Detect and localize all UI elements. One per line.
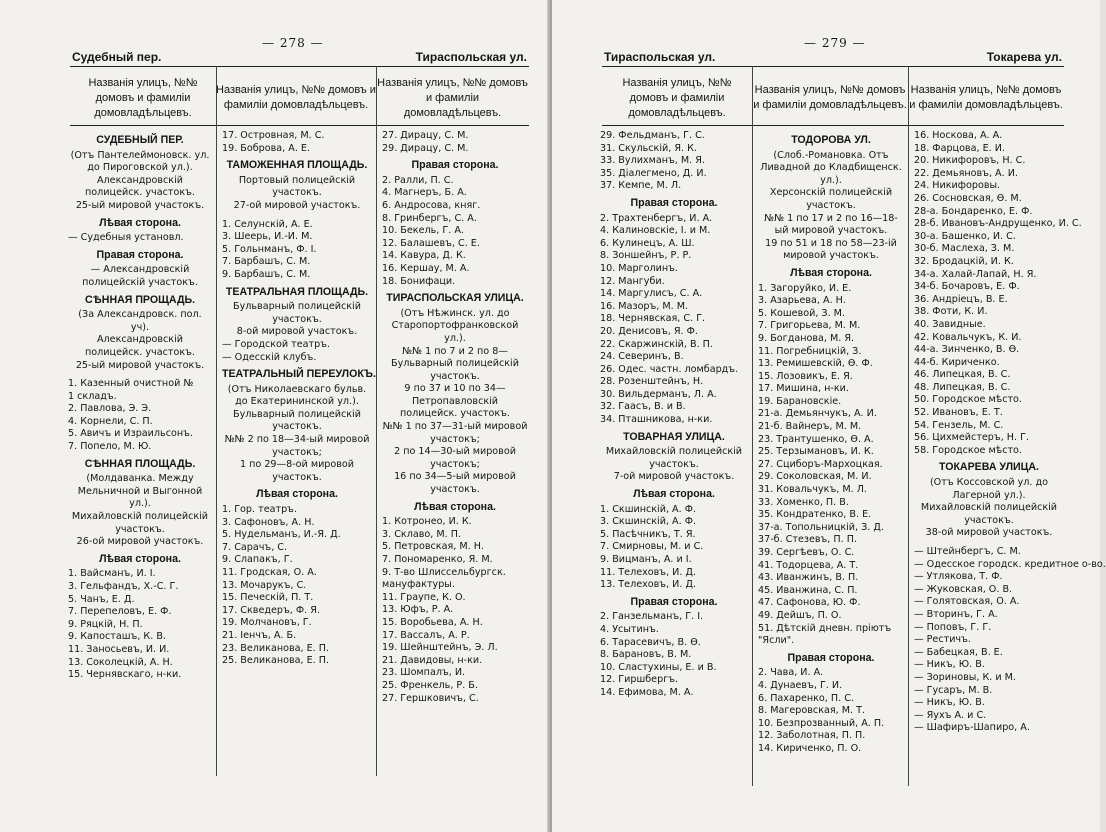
section-note: №№ 2 по 18—34-ый мировой участокъ;	[224, 434, 370, 458]
running-head-right: Тираспольская ул.	[415, 50, 527, 64]
directory-entry: 3. Шеерь, И.-И. М.	[222, 231, 313, 243]
directory-entry: 31. Скульскій, Я. К.	[600, 142, 697, 154]
directory-entry: 29. Фельдманъ, Г. С.	[600, 130, 705, 141]
page-number: — 278 —	[262, 36, 324, 50]
section-heading: Лѣвая сторона.	[256, 488, 338, 501]
column-header: Названія улицъ, №№ домовъ и фамиліи домовладѣльцевъ.	[377, 76, 528, 119]
directory-entry: 42. Ковальчукъ, К. И.	[914, 331, 1022, 343]
directory-entry: 19. Шейнштейнъ, Э. Л.	[382, 642, 498, 654]
directory-entry: — Жуковская, О. В.	[914, 583, 1013, 595]
section-heading: СѢННАЯ ПЛОЩАДЬ.	[84, 457, 196, 470]
directory-entry: 9. Слапакъ, Г.	[222, 554, 293, 566]
header-rule	[70, 125, 529, 126]
directory-entry: 10. Марголинъ.	[600, 262, 678, 274]
directory-entry: 9. Ряцкій, Н. П.	[68, 618, 143, 630]
directory-entry: 28-а. Бондаренко, Е. Ф.	[914, 205, 1033, 217]
directory-entry: 5. Гольнманъ, Ф. І.	[222, 243, 317, 255]
section-heading: Лѣвая сторона.	[414, 500, 496, 513]
directory-entry: 9. Богданова, М. Я.	[758, 332, 855, 344]
directory-entry: 17. Островная, М. С.	[222, 130, 325, 141]
directory-entry: 26. Одес. частн. ломбардъ.	[600, 363, 739, 375]
directory-entry: 6. Андросова, княг.	[382, 199, 481, 211]
directory-entry: 5. Нудельманъ, И.-Я. Д.	[222, 529, 341, 541]
section-heading: СѢННАЯ ПРОЩАДЬ.	[84, 293, 196, 306]
directory-entry: 2. Чава, И. А.	[758, 667, 824, 679]
directory-entry: 25. Великанова, Е. П.	[222, 655, 330, 667]
directory-entry: 7. Пономаренко, Я. М.	[382, 554, 493, 565]
section-note: Александровскій полицейск. участокъ.	[85, 174, 195, 199]
section-heading: Правая сторона.	[96, 248, 184, 261]
directory-entry: 6. Пахаренко, П. С.	[758, 692, 854, 704]
directory-entry: 51. Дѣтскій дневн. пріютъ	[758, 622, 892, 634]
directory-entry: 18. Чернявская, С. Г.	[600, 313, 706, 325]
directory-entry: 4. Дунаевъ, Г. И.	[758, 679, 843, 691]
section-heading: ТИРАСПОЛЬСКАЯ УЛИЦА.	[386, 292, 524, 305]
directory-entry: 32. Гаасъ, В. и В.	[600, 401, 686, 413]
directory-entry: 9. Барбашъ, С. М.	[222, 268, 311, 280]
directory-entry: — Голятовская, О. А.	[914, 596, 1020, 608]
section-heading: Лѣвая сторона.	[99, 552, 181, 565]
directory-entry: 48. Липецкая, В. С.	[914, 381, 1011, 393]
directory-entry: 3. Скшинскій, А. Ф.	[600, 516, 697, 528]
directory-entry: 32. Бродацкій, И. К.	[914, 255, 1014, 267]
directory-entry: 8. Барановъ, В. М.	[600, 649, 692, 661]
directory-entry: 26. Сосновская, Ѳ. М.	[914, 192, 1022, 204]
directory-entry: 35. Кондратенко, В. Е.	[758, 509, 872, 521]
section-heading: ТОКАРЕВА УЛИЦА.	[939, 461, 1039, 474]
directory-entry: — Гусаръ, М. В.	[914, 684, 993, 696]
column-divider	[908, 66, 909, 786]
section-note: №№ 1 по 37—31-ый мировой участокъ;	[382, 421, 528, 445]
directory-entry: 34-б. Бочаровъ, Е. Ф.	[914, 281, 1020, 293]
directory-entry: 11. Заносьевъ, И. И.	[68, 643, 170, 655]
directory-entry: 21. Іенчъ, А. Б.	[222, 629, 297, 641]
section-heading: Правая сторона.	[630, 196, 718, 209]
section-note: (Слоб.-Романовка. Отъ Ливадной до Кладбищенск. ул.).	[760, 149, 902, 186]
column-header: Названія улицъ, №№ домовъ и фамиліи домовладѣльцевъ.	[622, 76, 732, 119]
directory-entry: 15. Печескій, П. Т.	[222, 592, 314, 604]
directory-entry: 19. Молчановъ, Г.	[222, 617, 312, 629]
page-number: — 279 —	[804, 36, 866, 50]
directory-entry: — Никъ, Ю. В.	[914, 697, 985, 709]
directory-entry: 23. Шомпалъ, И.	[382, 667, 466, 679]
column-header: Названія улицъ, №№ домовъ и фамиліи домовладѣльцевъ.	[88, 76, 198, 119]
directory-entry: 21-б. Вайнеръ, М. М.	[758, 421, 862, 433]
directory-entry: 3. Гельфандъ, Х.-С. Г.	[68, 581, 179, 592]
directory-entry: 34-а. Халай-Лапай, Н. Я.	[914, 268, 1037, 280]
section-note: 19 по 51 и 18 по 58—23-ій мировой участокъ.	[765, 237, 897, 262]
directory-entry: 28-б. Ивановъ-Андрущенко, И. С.	[914, 218, 1082, 230]
column-header: Названія улицъ, №№ домовъ и фамиліи домовладѣльцевъ.	[753, 84, 907, 111]
section-note: 26-ой мировой участокъ.	[76, 536, 204, 548]
section-note: Портовый полицейскій участокъ.	[238, 174, 356, 199]
directory-entry: 24. Никифоровы.	[914, 180, 1001, 192]
directory-entry: 30-а. Башенко, И. С.	[914, 230, 1016, 242]
directory-entry: — Городской театръ.	[222, 338, 331, 350]
section-note: (Отъ Николаевскаго бульв. до Екатерининской ул.).	[227, 383, 367, 408]
directory-entry: 18. Бонифаци.	[382, 275, 456, 287]
directory-entry: 3. Склаво, М. П.	[382, 528, 461, 540]
directory-entry: 13. Телеховъ, И. Д.	[600, 579, 697, 591]
directory-entry: — Яухъ А. и С.	[914, 709, 987, 721]
directory-entry: 10. Сластухины, Е. и В.	[600, 661, 717, 673]
directory-entry: 5. Чанъ, Е. Д.	[68, 593, 135, 605]
directory-entry: 1. Гор. театръ.	[222, 504, 297, 516]
directory-entry: 56. Цихмейстеръ, Н. Г.	[914, 432, 1029, 444]
directory-entry: 2. Павлова, Э. Э.	[68, 403, 152, 415]
directory-entry: 3. Азарьева, А. Н.	[758, 295, 846, 307]
directory-entry: 11. Граупе, К. О.	[382, 591, 466, 603]
top-rule	[70, 66, 529, 67]
directory-entry: — Штейнбергъ, С. М.	[914, 546, 1021, 557]
section-note: 2 по 14—30-ый мировой участокъ;	[394, 446, 516, 470]
directory-entry: 19. Барановскіе.	[758, 395, 842, 407]
right-page	[552, 0, 1106, 832]
directory-entry: 15. Чернявскаго, н-ки.	[68, 669, 182, 681]
section-note: 38-ой мировой участокъ.	[925, 527, 1053, 539]
section-heading: ТОДОРОВА УЛ.	[791, 134, 871, 146]
section-note: Михайловскій полицейскій участокъ.	[71, 511, 209, 535]
directory-entry: 12. Мангуби.	[600, 275, 665, 287]
directory-entry: 27. Сциборъ-Мархоцкая.	[758, 458, 883, 470]
running-head-left: Тираспольская ул.	[604, 50, 716, 64]
directory-entry: 22. Скаржинскій, В. П.	[600, 338, 713, 350]
section-note: (Отъ Коссовской ул. до Лагерной ул.).	[929, 477, 1049, 501]
directory-column	[914, 130, 1106, 735]
section-note: Бульварный полицейскій участокъ.	[233, 301, 361, 325]
directory-entry: 7. Перепеловъ, Е. Ф.	[68, 606, 172, 618]
directory-entry: 13. Юфъ, Р. А.	[382, 604, 454, 616]
directory-entry: 1. Казенный очистной №	[68, 378, 194, 390]
directory-entry: 18. Фарцова, Е. И.	[914, 142, 1005, 154]
directory-entry: "Ясли".	[758, 635, 795, 647]
directory-entry: 44-а. Зинченко, В. Ѳ.	[914, 344, 1020, 356]
directory-entry: — Одесскій клубъ.	[222, 351, 317, 363]
section-note: №№ 1 по 7 и 2 по 8—Бульварный полицейскій участокъ.	[391, 345, 519, 382]
directory-entry: — Шафиръ-Шапиро, А.	[914, 722, 1030, 734]
directory-entry: 7. Попело, М. Ю.	[68, 441, 152, 453]
directory-entry: 1. Котронео, И. К.	[382, 516, 472, 528]
directory-entry: 44-б. Кириченко.	[914, 356, 1000, 368]
directory-entry: 37-б. Стезевъ, П. П.	[758, 534, 857, 546]
directory-entry: 28. Розенштейнъ, Н.	[600, 376, 704, 388]
directory-entry: 33. Хоменко, П. В.	[758, 496, 849, 508]
section-note: (Отъ Пантелеймоновск. ул. до Пироговской ул.).	[70, 149, 210, 174]
directory-entry: 9. Вицманъ, А. и І.	[600, 554, 692, 565]
section-heading: Правая сторона.	[787, 651, 875, 664]
directory-entry: 7. Григорьева, М. М.	[758, 320, 861, 332]
section-heading: Правая сторона.	[411, 159, 499, 172]
directory-entry: 3. Сафоновъ, А. Н.	[222, 516, 315, 528]
directory-entry: 25. Терзымановъ, И. К.	[758, 446, 874, 458]
directory-entry: 20. Денисовъ, Я. Ф.	[600, 325, 698, 337]
directory-entry: — Одесское городск. кредитное о-во.	[914, 558, 1106, 570]
section-heading: Лѣвая сторона.	[633, 488, 715, 501]
directory-column	[382, 130, 528, 705]
top-rule	[602, 66, 1064, 67]
directory-entry: 7. Барбашъ, С. М.	[222, 256, 311, 268]
directory-entry: 1. Вайсманъ, И. І.	[68, 568, 156, 580]
directory-entry: 12. Гиршбергъ.	[600, 674, 679, 686]
directory-entry: 1. Селунскій, А. Е.	[222, 218, 313, 230]
column-divider	[752, 66, 753, 786]
directory-entry: 46. Липецкая, В. С.	[914, 369, 1011, 381]
directory-entry: 4. Корнели, С. П.	[68, 415, 153, 427]
directory-entry: 50. Городское мѣсто.	[914, 394, 1022, 406]
section-note: 16 по 34—5-ый мировой участокъ.	[394, 471, 516, 496]
column-header: Названія улицъ, №№ домовъ и фамиліи домовладѣльцевъ.	[909, 84, 1063, 111]
directory-column	[600, 130, 748, 700]
directory-entry: 17. Скведеръ, Ф. Я.	[222, 604, 320, 616]
section-heading: ТОВАРНАЯ УЛИЦА.	[623, 430, 725, 443]
section-note: (Отъ Нѣжинск. ул. до Старопортофранковской ул.).	[391, 307, 519, 344]
directory-entry: 6. Кулинецъ, А. Ш.	[600, 237, 695, 249]
directory-entry: 40. Завидные.	[914, 318, 986, 330]
directory-entry: 35. Діалегмено, Д. И.	[600, 167, 707, 179]
directory-entry: 36. Андріецъ, В. Е.	[914, 293, 1008, 305]
directory-entry: 1 складъ.	[68, 390, 117, 402]
directory-entry: 13. Ремишевскій, Ѳ. Ф.	[758, 358, 873, 370]
directory-entry: 24. Северинъ, В.	[600, 351, 684, 363]
directory-entry: 8. Зоншейнъ, Р. Р.	[600, 250, 692, 262]
directory-entry: 21. Давидовы, н-ки.	[382, 654, 483, 666]
directory-entry: 4. Усытинъ.	[600, 623, 659, 635]
directory-entry: 4. Магнеръ, Б. А.	[382, 187, 467, 199]
directory-entry: 12. Заболотная, П. П.	[758, 730, 866, 742]
directory-entry: 33. Вулихманъ, М. Я.	[600, 155, 705, 167]
section-note: (За Александровск. пол. уч).	[78, 309, 202, 333]
directory-entry: 13. Мочарукъ, С.	[222, 579, 307, 591]
directory-entry: 16. Носкова, А. А.	[914, 130, 1003, 141]
section-heading: ТЕАТРАЛЬНЫЙ ПЕРЕУЛОКЪ.	[222, 368, 376, 381]
section-note: 27-ой мировой участокъ.	[233, 199, 361, 211]
directory-entry: 30-б. Маслеха, З. М.	[914, 243, 1015, 255]
directory-entry: 16. Кершау, М. А.	[382, 262, 470, 274]
directory-entry: 38. Фоти, К. И.	[914, 306, 988, 318]
directory-entry: 1. Загоруйко, И. Е.	[758, 282, 852, 294]
directory-entry: 10. Безпрозванный, А. П.	[758, 717, 885, 729]
section-note: 9 по 37 и 10 по 34—Петропавловскій полицейск. участокъ.	[400, 383, 510, 420]
directory-entry: — Никъ, Ю. В.	[914, 659, 985, 671]
directory-entry: 19. Боброва, А. Е.	[222, 142, 311, 154]
directory-entry: 4. Калиновскіе, І. и М.	[600, 225, 711, 237]
section-note: 8-ой мировой участокъ.	[236, 326, 358, 338]
directory-entry: — Рестичъ.	[914, 634, 971, 646]
directory-column	[68, 130, 212, 682]
directory-entry: 14. Маргулисъ, С. А.	[600, 288, 703, 300]
section-note: 25-ый мировой участокъ.	[75, 199, 205, 211]
directory-entry: 58. Городское мѣсто.	[914, 444, 1022, 456]
directory-entry: 7. Смирновы, М. и С.	[600, 541, 704, 553]
section-note: Александровскій полицейск. участокъ.	[85, 334, 195, 358]
section-note: №№ 1 по 17 и 2 по 16—18-ый мировой участокъ.	[764, 212, 898, 237]
directory-entry: 39. Сергѣевъ, О. С.	[758, 547, 855, 558]
directory-entry: 15. Воробьева, А. Н.	[382, 616, 483, 628]
directory-entry: 14. Кириченко, П. О.	[758, 742, 862, 754]
directory-entry: 11. Погребницкій, З.	[758, 345, 862, 357]
directory-entry: 13. Соколецкій, А. Н.	[68, 656, 173, 668]
directory-entry: 45. Иванжина, С. П.	[758, 584, 858, 596]
directory-entry: 37. Кемпе, М. Л.	[600, 180, 682, 192]
section-note: (Молдаванка. Между Мельничной и Выгонной ул.).	[77, 473, 203, 510]
directory-entry: 47. Сафонова, Ю. Ф.	[758, 597, 861, 609]
directory-entry: 34. Пташникова, н-ки.	[600, 414, 713, 426]
section-heading: ТЕАТРАЛЬНАЯ ПЛОЩАДЬ.	[225, 285, 369, 298]
directory-entry: 23. Трантушенко, Ѳ. А.	[758, 433, 874, 445]
directory-entry: 8. Магеровская, М. Т.	[758, 705, 866, 717]
directory-entry: 49. Дейшъ, П. О.	[758, 609, 842, 621]
directory-entry: 17. Мишина, н-ки.	[758, 383, 849, 395]
section-note: 25-ый мировой участокъ.	[75, 359, 205, 371]
directory-entry: 8. Гринбергъ, С. А.	[382, 212, 477, 224]
section-note: Херсонскій полицейскій участокъ.	[769, 187, 893, 211]
directory-entry: 23. Великанова, Е. П.	[222, 642, 330, 654]
directory-entry: мануфактуры.	[382, 579, 455, 591]
directory-entry: 14. Кавура, Д. К.	[382, 250, 466, 262]
directory-entry: 12. Балашевъ, С. Е.	[382, 237, 480, 249]
directory-entry: 14. Ефимова, М. А.	[600, 686, 694, 698]
directory-column	[222, 130, 376, 668]
directory-entry: — Поповъ, Г. Г.	[914, 621, 992, 633]
section-note: Михайловскій полицейскій участокъ.	[920, 502, 1058, 526]
directory-entry: 2. Трахтенбергъ, И. А.	[600, 212, 713, 224]
directory-entry: 20. Никифоровъ, Н. С.	[914, 155, 1026, 167]
directory-entry: 29. Соколовская, М. И.	[758, 471, 872, 483]
directory-entry: 27. Гершковичъ, С.	[382, 692, 479, 704]
directory-entry: 21-а. Демьянчукъ, А. И.	[758, 408, 877, 420]
section-note: 1 по 29—8-ой мировой участокъ.	[239, 459, 355, 483]
section-heading: Лѣвая сторона.	[790, 266, 872, 279]
header-rule	[602, 125, 1064, 126]
directory-entry: — Судебныя установл.	[68, 232, 184, 244]
directory-entry: 5. Кошевой, З. М.	[758, 307, 845, 319]
section-heading: СУДЕБНЫЙ ПЕР.	[96, 134, 184, 146]
directory-entry: — Утлякова, Т. Ф.	[914, 571, 1003, 583]
column-header: Названія улицъ, №№ домовъ и фамиліи домовладѣльцевъ.	[216, 84, 376, 111]
directory-column	[758, 130, 904, 756]
directory-entry: 10. Бекель, Г. А.	[382, 225, 464, 237]
column-divider	[216, 66, 217, 776]
directory-entry: 11. Телеховъ, И. Д.	[600, 566, 697, 578]
running-head-left: Судебный пер.	[72, 50, 162, 64]
directory-entry: 2. Ралли, П. С.	[382, 174, 454, 186]
directory-entry: 11. Гродская, О. А.	[222, 567, 317, 578]
running-head-right: Токарева ул.	[986, 50, 1062, 64]
directory-entry: 25. Френкель, Р. Б.	[382, 679, 478, 691]
directory-entry: — Бабецкая, В. Е.	[914, 646, 1003, 658]
directory-entry: 43. Иванжинъ, В. П.	[758, 572, 859, 584]
directory-entry: 9. Капосташъ, К. В.	[68, 631, 166, 643]
directory-entry: 27. Дирацу, С. М.	[382, 130, 469, 141]
directory-entry: — Вторинъ, Г. А.	[914, 608, 998, 620]
directory-entry: 41. Тодорцева, А. Т.	[758, 559, 859, 571]
directory-entry: 7. Сарачъ, С.	[222, 541, 288, 553]
directory-entry: 5. Авичъ и Израильсонъ.	[68, 428, 193, 440]
section-note: Бульварный полицейскій участокъ.	[233, 408, 361, 433]
column-divider	[376, 66, 377, 776]
directory-entry: 17. Вассалъ, А. Р.	[382, 629, 470, 641]
section-heading: Правая сторона.	[630, 595, 718, 608]
section-note: Михайловскій полицейскій участокъ.	[605, 446, 743, 470]
directory-entry: 52. Ивановъ, Е. Т.	[914, 407, 1003, 419]
section-note: 7-ой мировой участокъ.	[613, 471, 735, 483]
directory-entry: 5. Пасѣчникъ, Т. Я.	[600, 528, 696, 540]
directory-entry: 37-а. Топольницкій, З. Д.	[758, 521, 884, 533]
directory-entry: 15. Лозовикъ, Е. Я.	[758, 370, 853, 382]
directory-entry: 16. Мазоръ, М. М.	[600, 300, 689, 312]
directory-entry: 31. Ковальчукъ, М. Л.	[758, 484, 867, 496]
section-note: — Александровскій полицейскій участокъ.	[82, 264, 198, 288]
directory-entry: — Зориновы, К. и М.	[914, 671, 1016, 683]
directory-entry: 2. Ганзельманъ, Г. І.	[600, 611, 704, 623]
directory-entry: 1. Скшинскій, А. Ф.	[600, 503, 697, 515]
directory-entry: 6. Тарасевичъ, В. Ѳ.	[600, 636, 701, 648]
directory-entry: 9. Т-во Шлиссельбургск.	[382, 566, 506, 578]
section-heading: Лѣвая сторона.	[99, 216, 181, 229]
directory-entry: 29. Дирацу, С. М.	[382, 142, 469, 154]
directory-entry: 30. Вильдерманъ, Л. А.	[600, 388, 717, 400]
directory-entry: 54. Гензель, М. С.	[914, 419, 1004, 431]
section-heading: ТАМОЖЕННАЯ ПЛОЩАДЬ.	[226, 159, 368, 172]
directory-entry: 5. Петровская, М. Н.	[382, 541, 484, 553]
directory-entry: 22. Демьяновъ, А. И.	[914, 167, 1018, 179]
left-page	[0, 0, 549, 832]
